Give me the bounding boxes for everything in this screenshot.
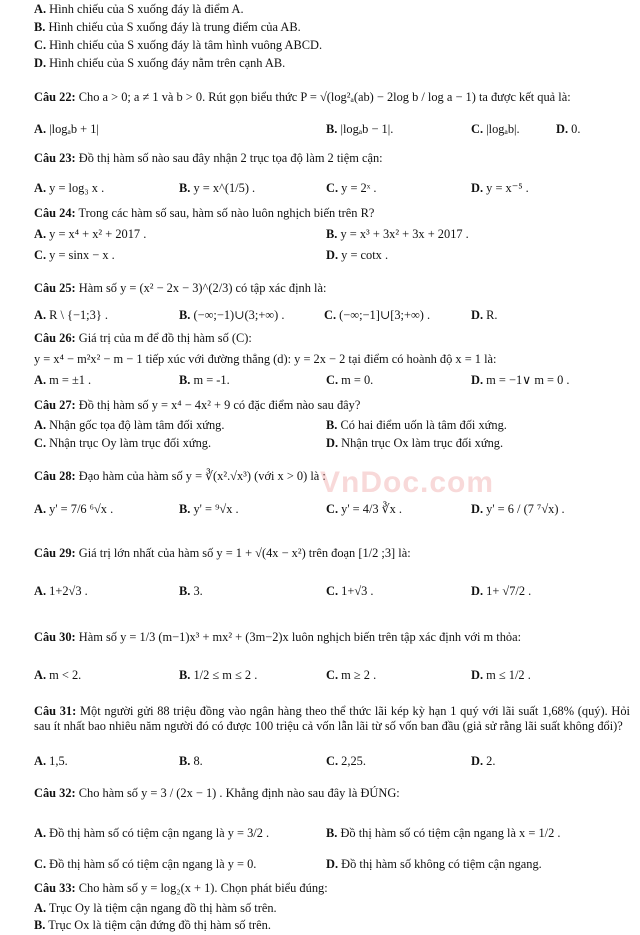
option-d: D. m = −1∨ m = 0 . [471,373,570,387]
options-25 [34,308,630,326]
question-text: Hàm số y = 1/3 (m−1)x³ + mx² + (3m−2)x luôn nghịch biến trên tập xác định với m thỏa: [78,630,522,644]
question-30 [34,630,521,645]
question-29 [34,546,411,561]
question-label: Câu 30: [34,630,76,644]
option-a: A. y = log₃ x . [34,181,105,195]
option-d: D. 0. [556,122,581,136]
option-c: C. y = sinx − x . [34,248,115,262]
question-22 [34,90,571,105]
option-c: C. 1+√3 . [326,584,374,598]
option-b: B. |logₐb − 1|. [326,122,394,136]
question-text: Hàm số y = (x² − 2x − 3)^(2/3) có tập xác định là: [78,281,327,295]
option-d: D. 2. [471,754,496,768]
question-text: Cho hàm số y = 3 / (2x − 1) . Khẳng định nào sau đây là ĐÚNG: [78,786,400,800]
option-d: D. 1+ √7/2 . [471,584,532,598]
question-label: Câu 33: [34,881,76,895]
option-a: A. |logₐb + 1| [34,122,99,136]
option-d: D. m ≤ 1/2 . [471,668,531,682]
options-26 [34,373,630,391]
option-a: A. y' = 7/6 ⁶√x . [34,502,114,516]
options-32-row1 [34,826,630,844]
option-a: A. m = ±1 . [34,373,92,387]
top-option-d: D. Hình chiếu của S xuống đáy nằm trên cạnh AB. [34,56,286,70]
question-text: Cho a > 0; a ≠ 1 và b > 0. Rút gọn biểu thức P = √(log²ₐ(ab) − 2log b / log a − 1) ta được kết quả là: [78,90,571,104]
option-a: A. 1,5. [34,754,68,768]
option-b: B. m = -1. [179,373,230,387]
option-b: B. y = x³ + 3x² + 3x + 2017 . [326,227,469,241]
option-c: C. (−∞;−1]∪[3;+∞) . [324,308,431,322]
options-29 [34,584,630,602]
option-b: B. 3. [179,584,203,598]
options-27-row2 [34,436,630,454]
options-31 [34,754,630,772]
option-a: A. y = x⁴ + x² + 2017 . [34,227,147,241]
option-b: B. 1/2 ≤ m ≤ 2 . [179,668,258,682]
question-text: Đồ thị hàm số y = x⁴ − 4x² + 9 có đặc điểm nào sau đây? [78,398,361,412]
top-option-c: C. Hình chiếu của S xuống đáy là tâm hình vuông ABCD. [34,38,323,52]
option-b: B. y = x^(1/5) . [179,181,256,195]
option-c: C. y = 2ˣ . [326,181,377,195]
option-b: B. 8. [179,754,203,768]
option-d: D. y = x⁻⁵ . [471,181,529,195]
option-c: C. y' = 4/3 ∛x . [326,502,402,516]
option-a: A. 1+2√3 . [34,584,88,598]
option-d: D. R. [471,308,498,322]
question-24 [34,206,374,221]
question-33 [34,881,328,896]
question-label: Câu 22: [34,90,76,104]
question-label: Câu 24: [34,206,76,220]
top-option-b: B. Hình chiếu của S xuống đáy là trung điểm của AB. [34,20,301,34]
question-text: Cho hàm số y = log₂(x + 1). Chọn phát biểu đúng: [78,881,328,895]
option-c: C. m = 0. [326,373,374,387]
question-label: Câu 26: [34,331,76,345]
question-label: Câu 27: [34,398,76,412]
question-text: Đồ thị hàm số nào sau đây nhận 2 trục tọa độ làm 2 tiệm cận: [78,151,383,165]
option-a: A. Trục Oy là tiệm cận ngang đồ thị hàm số trên. [34,901,277,915]
option-b: B. (−∞;−1)∪(3;+∞) . [179,308,285,322]
question-text: Một người gửi 88 triệu đồng vào ngân hàng theo thể thức lãi kép kỳ hạn 1 quý với lãi suất 1,68% (quý). Hỏi sau ít nhất bao nhiêu năm người đó có được 100 triệu cả vốn lẫn lãi từ số vốn ban đầu (giả sử rằng lãi suất không đổi)? [34,704,630,733]
option-a: A. m < 2. [34,668,82,682]
options-30 [34,668,630,686]
option-d: D. Đồ thị hàm số không có tiệm cận ngang. [326,857,542,871]
options-23 [34,181,630,199]
question-text: Giá trị lớn nhất của hàm số y = 1 + √(4x − x²) trên đoạn [1/2 ;3] là: [78,546,411,560]
option-c: C. Đồ thị hàm số có tiệm cận ngang là y = 0. [34,857,257,871]
question-label: Câu 29: [34,546,76,560]
option-c: C. |logₐb|. [471,122,520,136]
question-label: Câu 28: [34,469,76,483]
question-23 [34,151,383,166]
options-24-row2 [34,248,630,266]
option-d: D. Nhận trục Ox làm trục đối xứng. [326,436,504,450]
question-text: Trong các hàm số sau, hàm số nào luôn nghịch biến trên R? [78,206,375,220]
option-a: A. Nhận gốc tọa độ làm tâm đối xứng. [34,418,225,432]
option-c: C. m ≥ 2 . [326,668,377,682]
question-31 [34,704,630,734]
option-b: B. y' = ⁹√x . [179,502,239,516]
question-label: Câu 31: [34,704,77,718]
question-32 [34,786,400,801]
question-label: Câu 25: [34,281,76,295]
question-27 [34,398,360,413]
option-d: D. y' = 6 / (7 ⁷√x) . [471,502,565,516]
question-label: Câu 32: [34,786,76,800]
option-c: C. Nhận trục Oy làm trục đối xứng. [34,436,212,450]
options-22 [34,122,630,140]
option-d: D. y = cotx . [326,248,389,262]
question-text: Đạo hàm của hàm số y = ∛(x².√x³) (với x > 0) là : [78,469,326,483]
question-label: Câu 23: [34,151,76,165]
question-25 [34,281,326,296]
question-text: Giá trị của m để đồ thị hàm số (C): [78,331,252,345]
option-b: B. Trục Ox là tiệm cận đứng đồ thị hàm số trên. [34,918,271,932]
options-32-row2 [34,857,630,875]
options-28 [34,502,630,520]
option-b: B. Có hai điểm uốn là tâm đối xứng. [326,418,507,432]
question-28 [34,469,326,484]
options-27-row1 [34,418,630,436]
question-26-line2: y = x⁴ − m²x² − m − 1 tiếp xúc với đường thẳng (d): y = 2x − 2 tại điểm có hoành độ x = 1 là: [34,352,497,366]
option-c: C. 2,25. [326,754,366,768]
option-a: A. Đồ thị hàm số có tiệm cận ngang là y = 3/2 . [34,826,270,840]
option-a: A. R \ {−1;3} . [34,308,108,322]
option-b: B. Đồ thị hàm số có tiệm cận ngang là x = 1/2 . [326,826,561,840]
watermark: VnDoc.com [320,466,495,499]
options-24-row1 [34,227,630,245]
question-26 [34,331,252,346]
top-option-a: A. Hình chiếu của S xuống đáy là điểm A. [34,2,244,16]
